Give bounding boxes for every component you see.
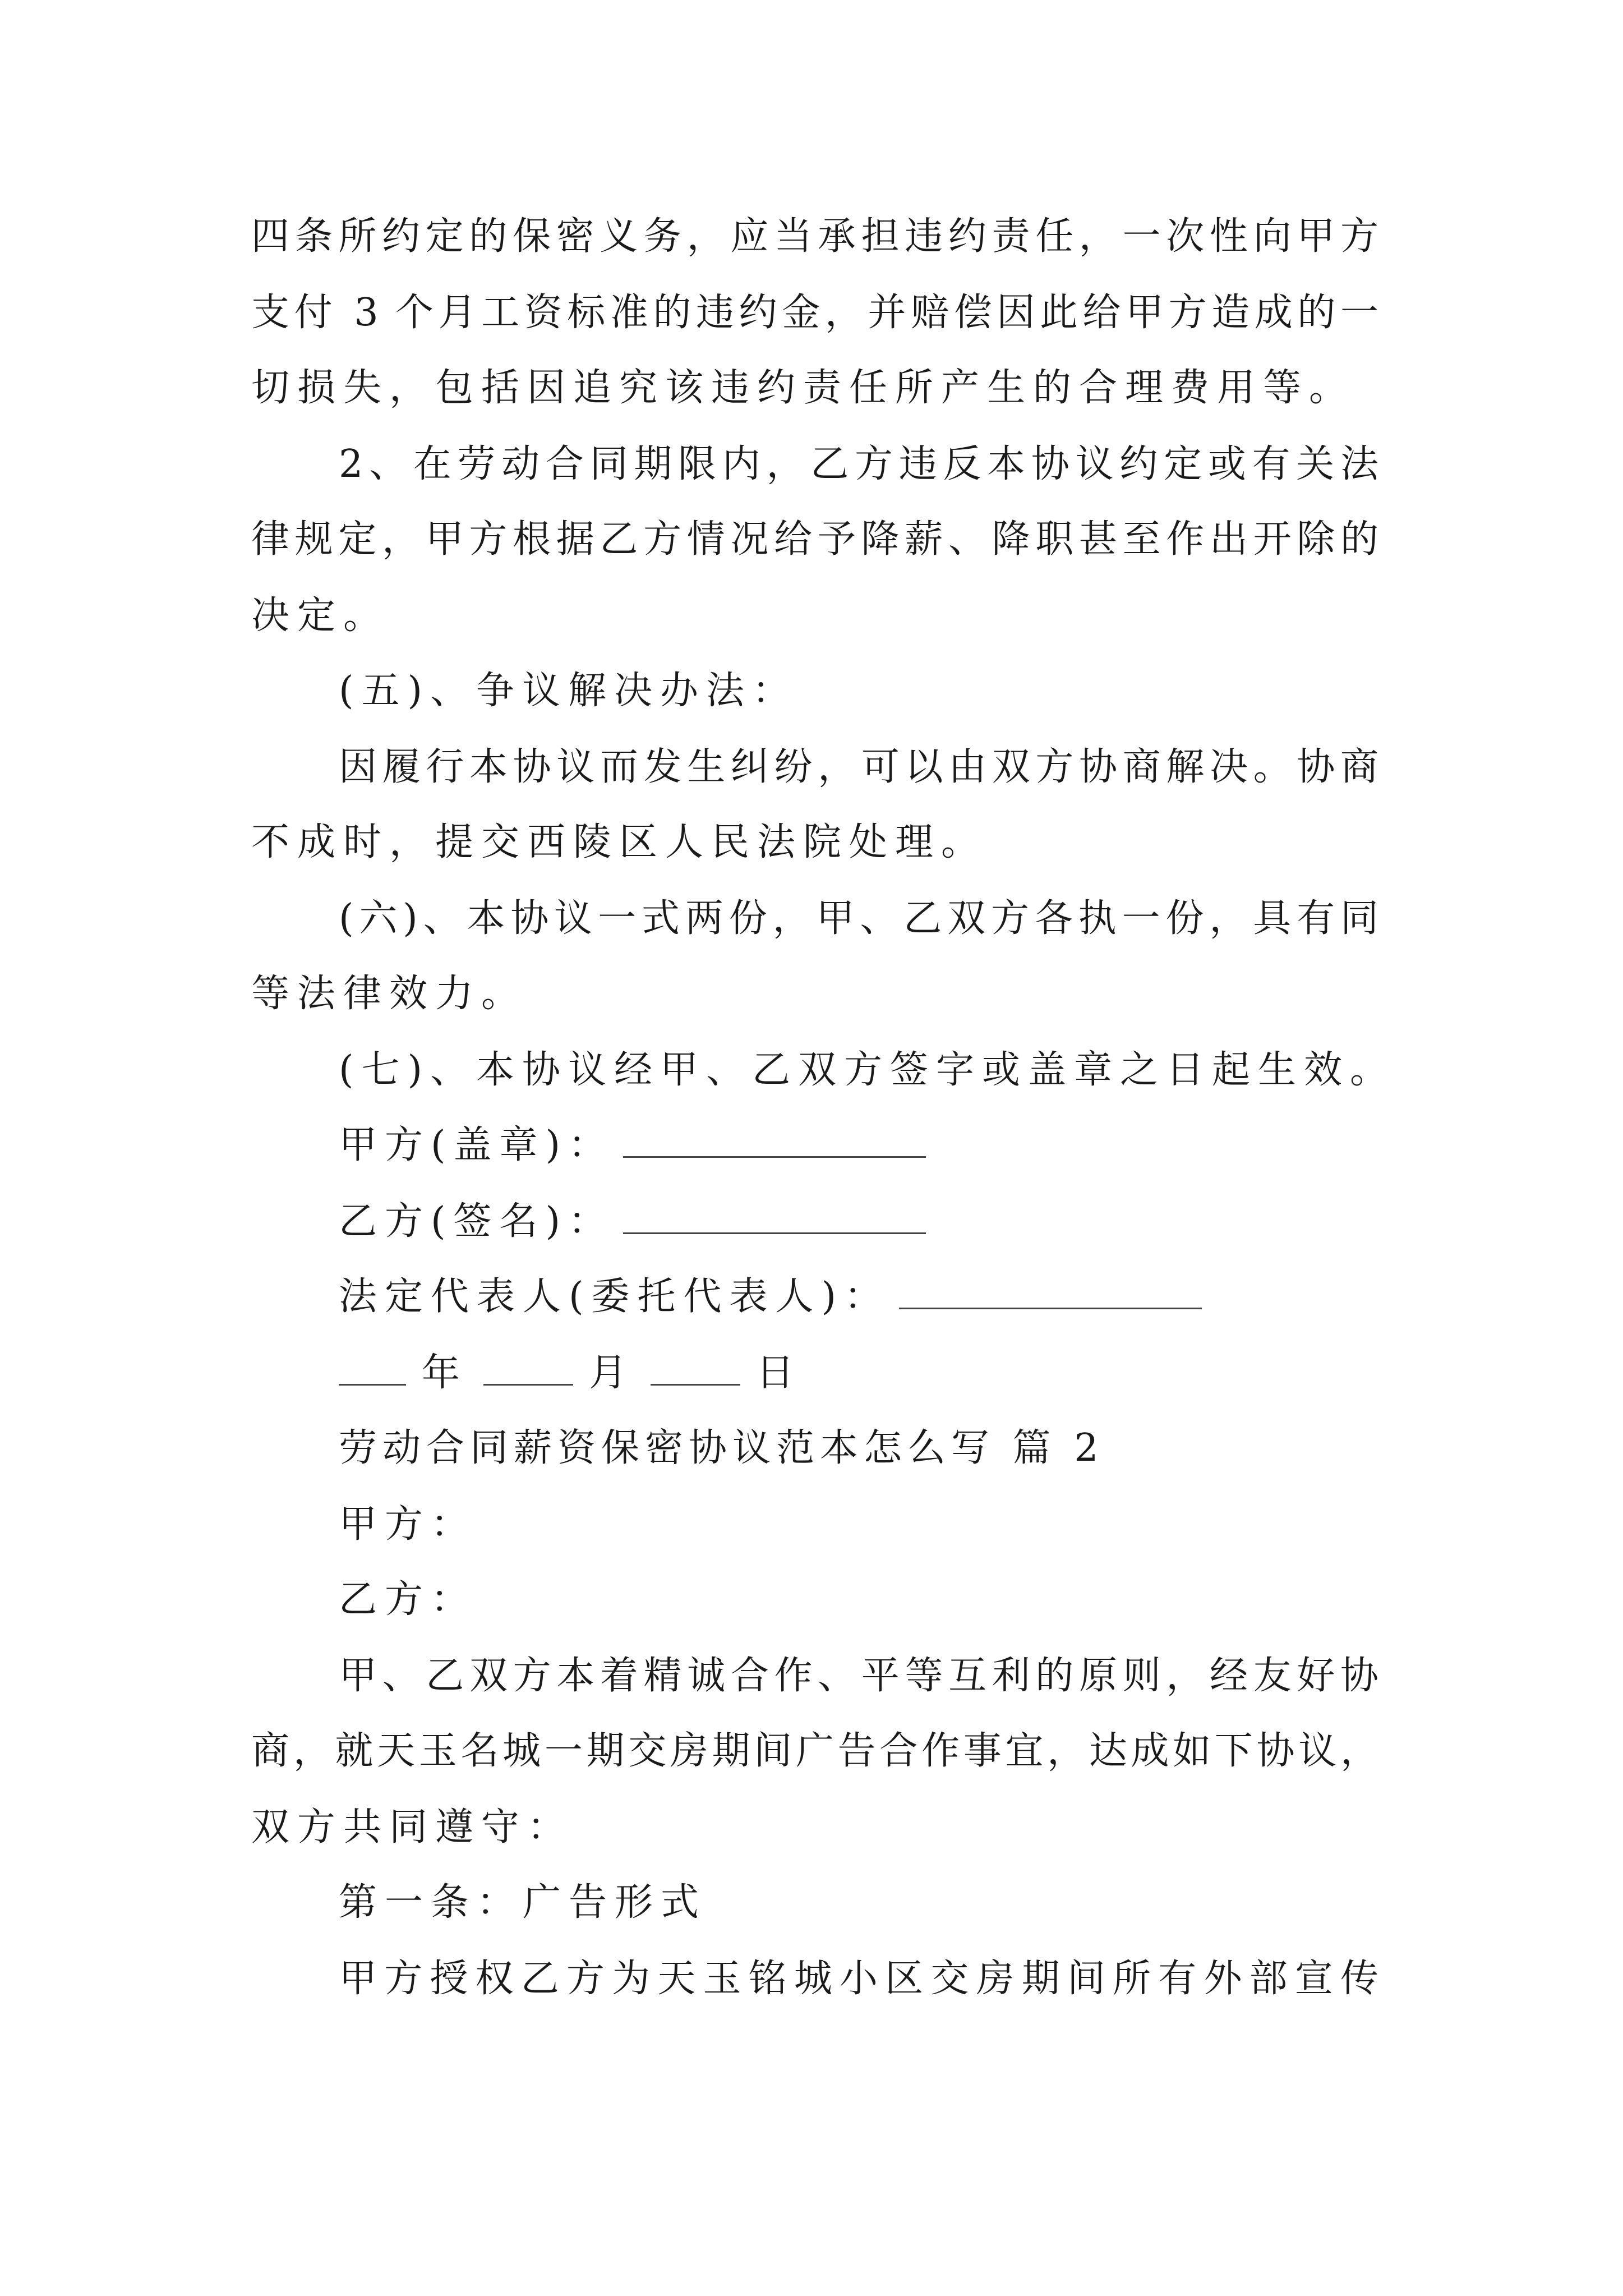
signature-party-b bbox=[339, 1199, 926, 1244]
date-day-blank bbox=[651, 1352, 740, 1386]
paragraph-line: 不成时，提交西陵区人民法院处理。 bbox=[251, 820, 988, 864]
date-day-label: 日 bbox=[756, 1351, 803, 1395]
paragraph-line: 决定。 bbox=[251, 593, 390, 638]
signature-label: 甲方(盖章)： bbox=[339, 1123, 615, 1167]
paragraph-line: 2、在劳动合同期限内，乙方违反本协议约定或有关法 bbox=[339, 442, 1378, 486]
party-a-label: 甲方： bbox=[339, 1502, 477, 1547]
paragraph-line: 律规定，甲方根据乙方情况给予降薪、降职甚至作出开除的 bbox=[251, 517, 1378, 562]
signature-representative bbox=[339, 1274, 1202, 1319]
date-year-blank bbox=[339, 1352, 406, 1386]
paragraph-line: 因履行本协议而发生纠纷，可以由双方协商解决。协商 bbox=[339, 745, 1378, 789]
signature-blank bbox=[623, 1125, 926, 1158]
signature-party-a bbox=[339, 1123, 926, 1168]
signature-label: 法定代表人(委托代表人)： bbox=[339, 1274, 891, 1319]
paragraph-line: 双方共同遵守： bbox=[251, 1805, 574, 1849]
paragraph-line: 甲、乙双方本着精诚合作、平等互利的原则，经友好协 bbox=[339, 1654, 1378, 1698]
date-month-blank bbox=[483, 1352, 573, 1386]
article-heading: 第一条：广告形式 bbox=[339, 1880, 707, 1925]
paragraph-line: (七)、本协议经甲、乙双方签字或盖章之日起生效。 bbox=[339, 1048, 1396, 1092]
section-2-heading: 劳动合同薪资保密协议范本怎么写 篇 2 bbox=[339, 1426, 1104, 1470]
date-year-label: 年 bbox=[422, 1351, 468, 1395]
paragraph-line: 甲方授权乙方为天玉铭城小区交房期间所有外部宣传 bbox=[339, 1957, 1378, 2001]
paragraph-line: (六)、本协议一式两份，甲、乙双方各执一份，具有同 bbox=[339, 896, 1378, 941]
signature-date bbox=[339, 1351, 802, 1396]
paragraph-line: 商，就天玉名城一期交房期间广告合作事宜，达成如下协议， bbox=[251, 1729, 1378, 1773]
section-heading: (五)、争议解决办法： bbox=[339, 669, 799, 713]
paragraph-line: 四条所约定的保密义务，应当承担违约责任，一次性向甲方 bbox=[251, 214, 1378, 259]
paragraph-line: 支付 3 个月工资标准的违约金，并赔偿因此给甲方造成的一 bbox=[251, 291, 1378, 335]
party-b-label: 乙方： bbox=[339, 1577, 477, 1622]
date-month-label: 月 bbox=[589, 1351, 635, 1395]
signature-blank bbox=[899, 1276, 1202, 1309]
signature-blank bbox=[623, 1201, 926, 1234]
paragraph-line: 等法律效力。 bbox=[251, 972, 528, 1016]
signature-label: 乙方(签名)： bbox=[339, 1199, 615, 1244]
paragraph-line: 切损失，包括因追究该违约责任所产生的合理费用等。 bbox=[251, 366, 1355, 410]
